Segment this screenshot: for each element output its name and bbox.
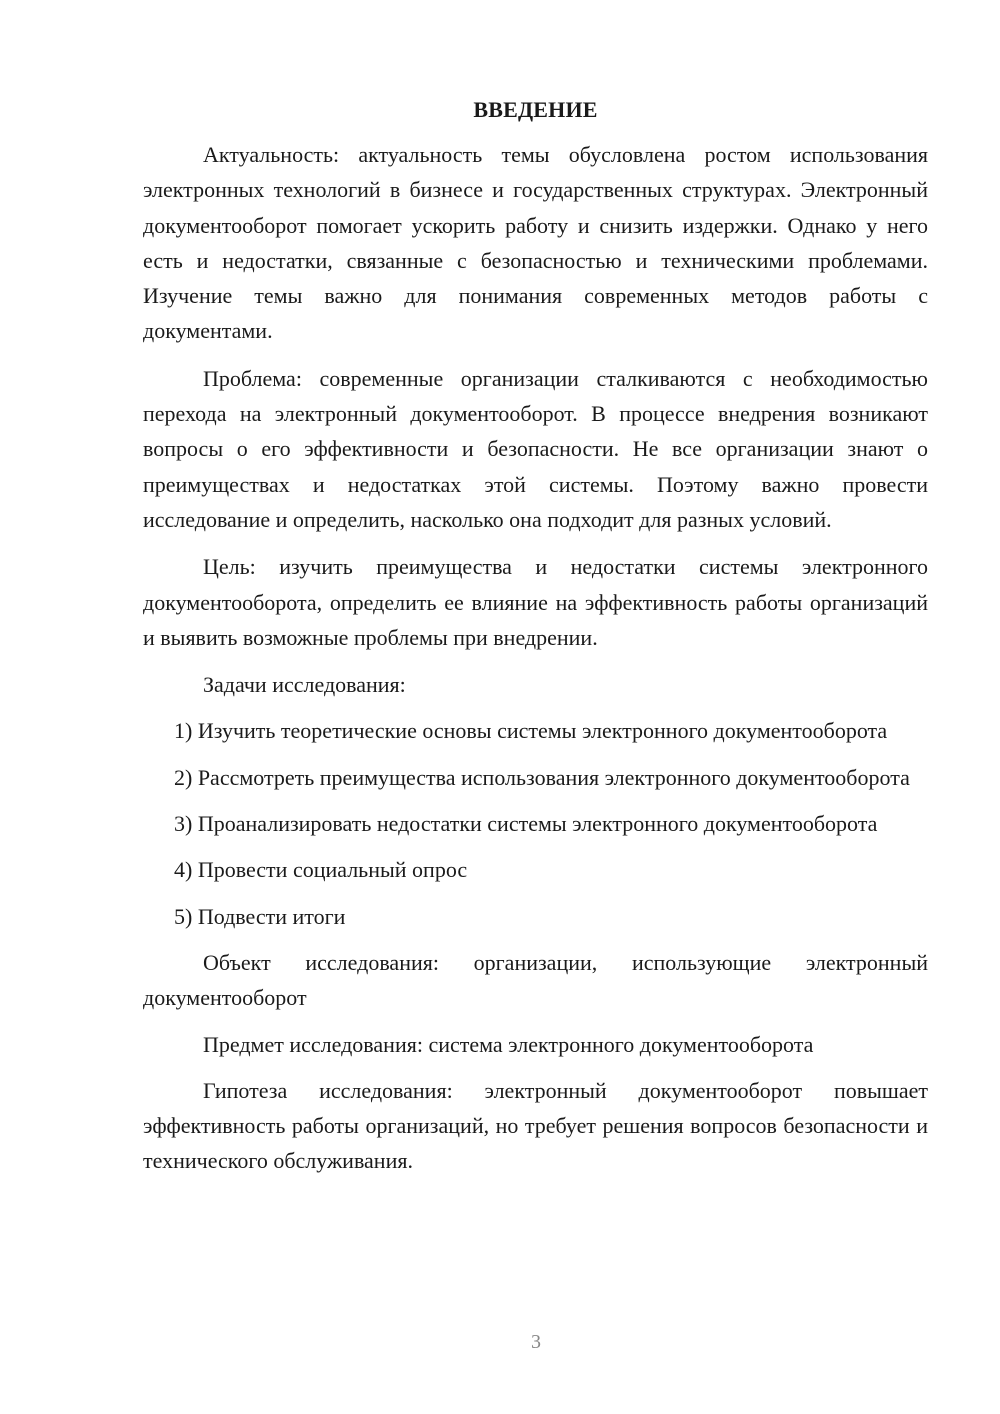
tasks-title: Задачи исследования: xyxy=(203,672,406,698)
relevance-paragraph: Актуальность: актуальность темы обусловлена ростом использования электронных технологий в бизнесе и государственных структурах. Электронный документооборот помогает ускорить работу и снизить издержки. Однако у него есть и недостатки, связанные с безопасностью и техническими проблемами. Изучение темы важно для понимания современных методов работы с документами. xyxy=(143,142,928,344)
task-item: 4) Провести социальный опрос xyxy=(174,857,468,883)
goal-paragraph: Цель: изучить преимущества и недостатки системы электронного документооборота, определить ее влияние на эффективность работы организаций и выявить возможные проблемы при внедрении. xyxy=(143,554,928,650)
task-item: 3) Проанализировать недостатки системы электронного документооборота xyxy=(174,811,878,837)
task-item: 5) Подвести итоги xyxy=(174,903,346,929)
problem-paragraph: Проблема: современные организации сталкиваются с необходимостью перехода на электронный документооборот. В процессе внедрения возникают вопросы о его эффективности и безопасности. Не все организации знают о преимуществах и недостатках этой системы. Поэтому важно провести исследование и определить, насколько она подходит для разных условий. xyxy=(143,365,928,532)
page-number: 3 xyxy=(531,1331,541,1353)
object-paragraph: Объект исследования: организации, использующие электронный документооборот xyxy=(143,949,928,1011)
task-item: 2) Рассмотреть преимущества использования электронного документооборота xyxy=(174,764,910,790)
subject-paragraph: Предмет исследования: система электронного документооборота xyxy=(203,1031,814,1057)
page-content xyxy=(143,93,928,1179)
hypothesis-paragraph: Гипотеза исследования: электронный документооборот повышает эффективность работы организаций, но требует решения вопросов безопасности и технического обслуживания. xyxy=(143,1077,928,1174)
task-item: 1) Изучить теоретические основы системы электронного документооборота xyxy=(174,718,888,744)
section-heading: ВВЕДЕНИЕ xyxy=(473,97,598,122)
